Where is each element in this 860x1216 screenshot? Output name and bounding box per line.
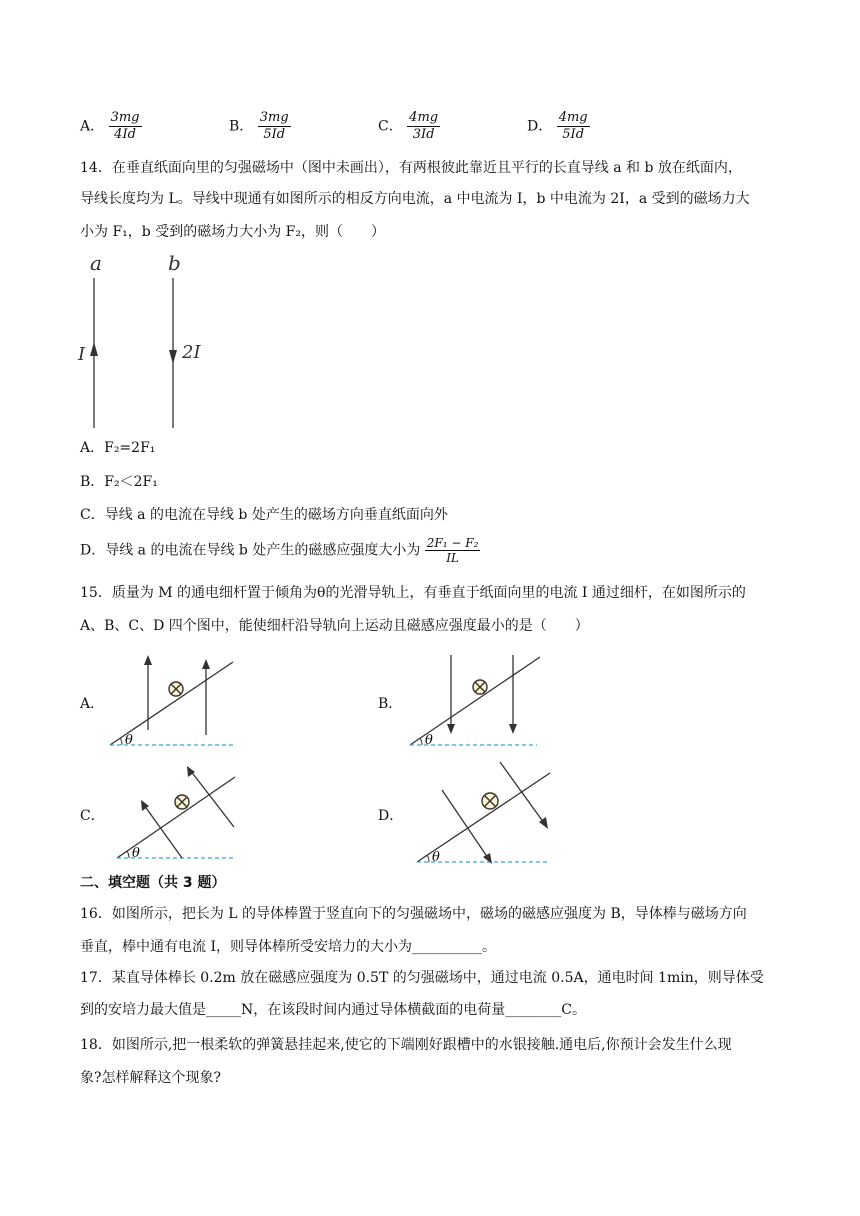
angle-arc [420,738,422,745]
q15-fig-c-label: C． [80,808,105,824]
q15-fig-a-label: A． [80,696,105,712]
fraction: $\frac{3mg}{5Id}$ [259,110,289,142]
wire-b-arrow-down [169,350,177,364]
q14-option-c: C．导线 a 的电流在导线 b 处产生的磁场方向垂直纸面向外 [80,507,448,523]
fraction: $\frac{4mg}{5Id}$ [558,110,588,142]
field-arrow [190,770,234,827]
angle-arc [120,738,122,745]
field-arrow [442,790,488,858]
field-arrow [144,805,182,858]
q18-line2: 象?怎样解释这个现象? [80,1070,222,1086]
theta-label: θ [425,733,433,748]
q14-line2: 导线长度均为 L。导线中现通有如图所示的相反方向电流，a 中电流为 I，b 中电流为 2I，a 受到的磁场力大 [80,191,750,207]
q15-figure-b [405,650,545,750]
fraction: $\frac{\text{2F₁ − F₂}}{IL}$ [426,536,479,565]
arrow-head-up [144,655,152,665]
arrow-head-down [509,724,517,734]
q14-line1: 14．在垂直纸面向里的匀强磁场中（图中未画出），有两根彼此靠近且平行的长直导线 a 和 b 放在纸面内， [80,160,742,176]
q17-line1: 17．某直导体棒长 0.2m 放在磁感应强度为 0.5T 的匀强磁场中，通过电流 0.5A，通电时间 1min，则导体受 [80,970,764,986]
q14-wires-figure [70,250,230,430]
q13-option-c: C． $\frac{4mg}{3Id}$ [378,110,439,142]
wire-a-arrow-up [90,342,98,356]
theta-label: θ [125,733,133,748]
theta-label: θ [432,850,440,865]
q15-fig-d-label: D． [378,808,404,824]
fraction: $\frac{4mg}{3Id}$ [409,110,439,142]
wire-a-label: a [90,251,102,275]
angle-arc [427,855,429,862]
current-into-page-icon [482,793,498,809]
q13-option-a: A． $\frac{3mg}{4Id}$ [80,110,140,142]
q15-figure-d [412,760,557,870]
q15-fig-b-label: B． [378,696,403,712]
angle-arc [127,851,129,858]
arrow-head-down [447,724,455,734]
q15-line1: 15．质量为 M 的通电细杆置于倾角为θ的光滑导轨上，有垂直于纸面向里的电流 I 通过细杆，在如图所示的 [80,585,746,601]
current-into-page-icon [473,680,487,694]
q17-line2: 到的安培力最大值是_____N，在该段时间内通过导体横截面的电荷量________C。 [80,1002,586,1018]
q15-figure-a [105,650,240,750]
q15-figure-c [112,765,242,865]
current-into-page-icon [169,682,183,696]
q14-option-d: D．导线 a 的电流在导线 b 处产生的磁感应强度大小为 $\frac{\text{2F₁ − F₂}}{IL}$ [80,536,479,565]
current-into-page-icon [175,795,189,809]
field-arrow [500,762,544,823]
q18-line1: 18．如图所示,把一根柔软的弹簧悬挂起来,使它的下端刚好跟槽中的水银接触.通电后,你预计会发生什么现 [80,1037,732,1053]
q14-option-a: A．F₂=2F₁ [80,440,156,456]
q13-option-d: D． $\frac{4mg}{5Id}$ [527,110,588,142]
q16-line1: 16．如图所示，把长为 L 的导体棒置于竖直向下的匀强磁场中，磁场的磁感应强度为 B，导体棒与磁场方向 [80,906,747,922]
incline-rail [410,657,540,745]
wire-b-label: b [168,251,181,275]
incline-rail [417,773,550,862]
q13-option-b: B． $\frac{3mg}{5Id}$ [229,110,289,142]
wire-a-current: I [78,344,86,365]
wire-b-current: 2I [182,342,201,363]
theta-label: θ [132,846,140,861]
q16-line2: 垂直，棒中通有电流 I，则导体棒所受安培力的大小为__________。 [80,939,496,955]
q14-option-b: B．F₂＜2F₁ [80,474,158,490]
fraction: $\frac{3mg}{4Id}$ [110,110,140,142]
q14-line3: 小为 F₁，b 受到的磁场力大小为 F₂，则（ ） [80,224,385,240]
q15-line2: A、B、C、D 四个图中，能使细杆沿导轨向上运动且磁感应强度最小的是（ ） [80,618,589,634]
arrow-head-up [202,659,210,669]
section-heading: 二、填空题（共 3 题） [80,875,226,891]
